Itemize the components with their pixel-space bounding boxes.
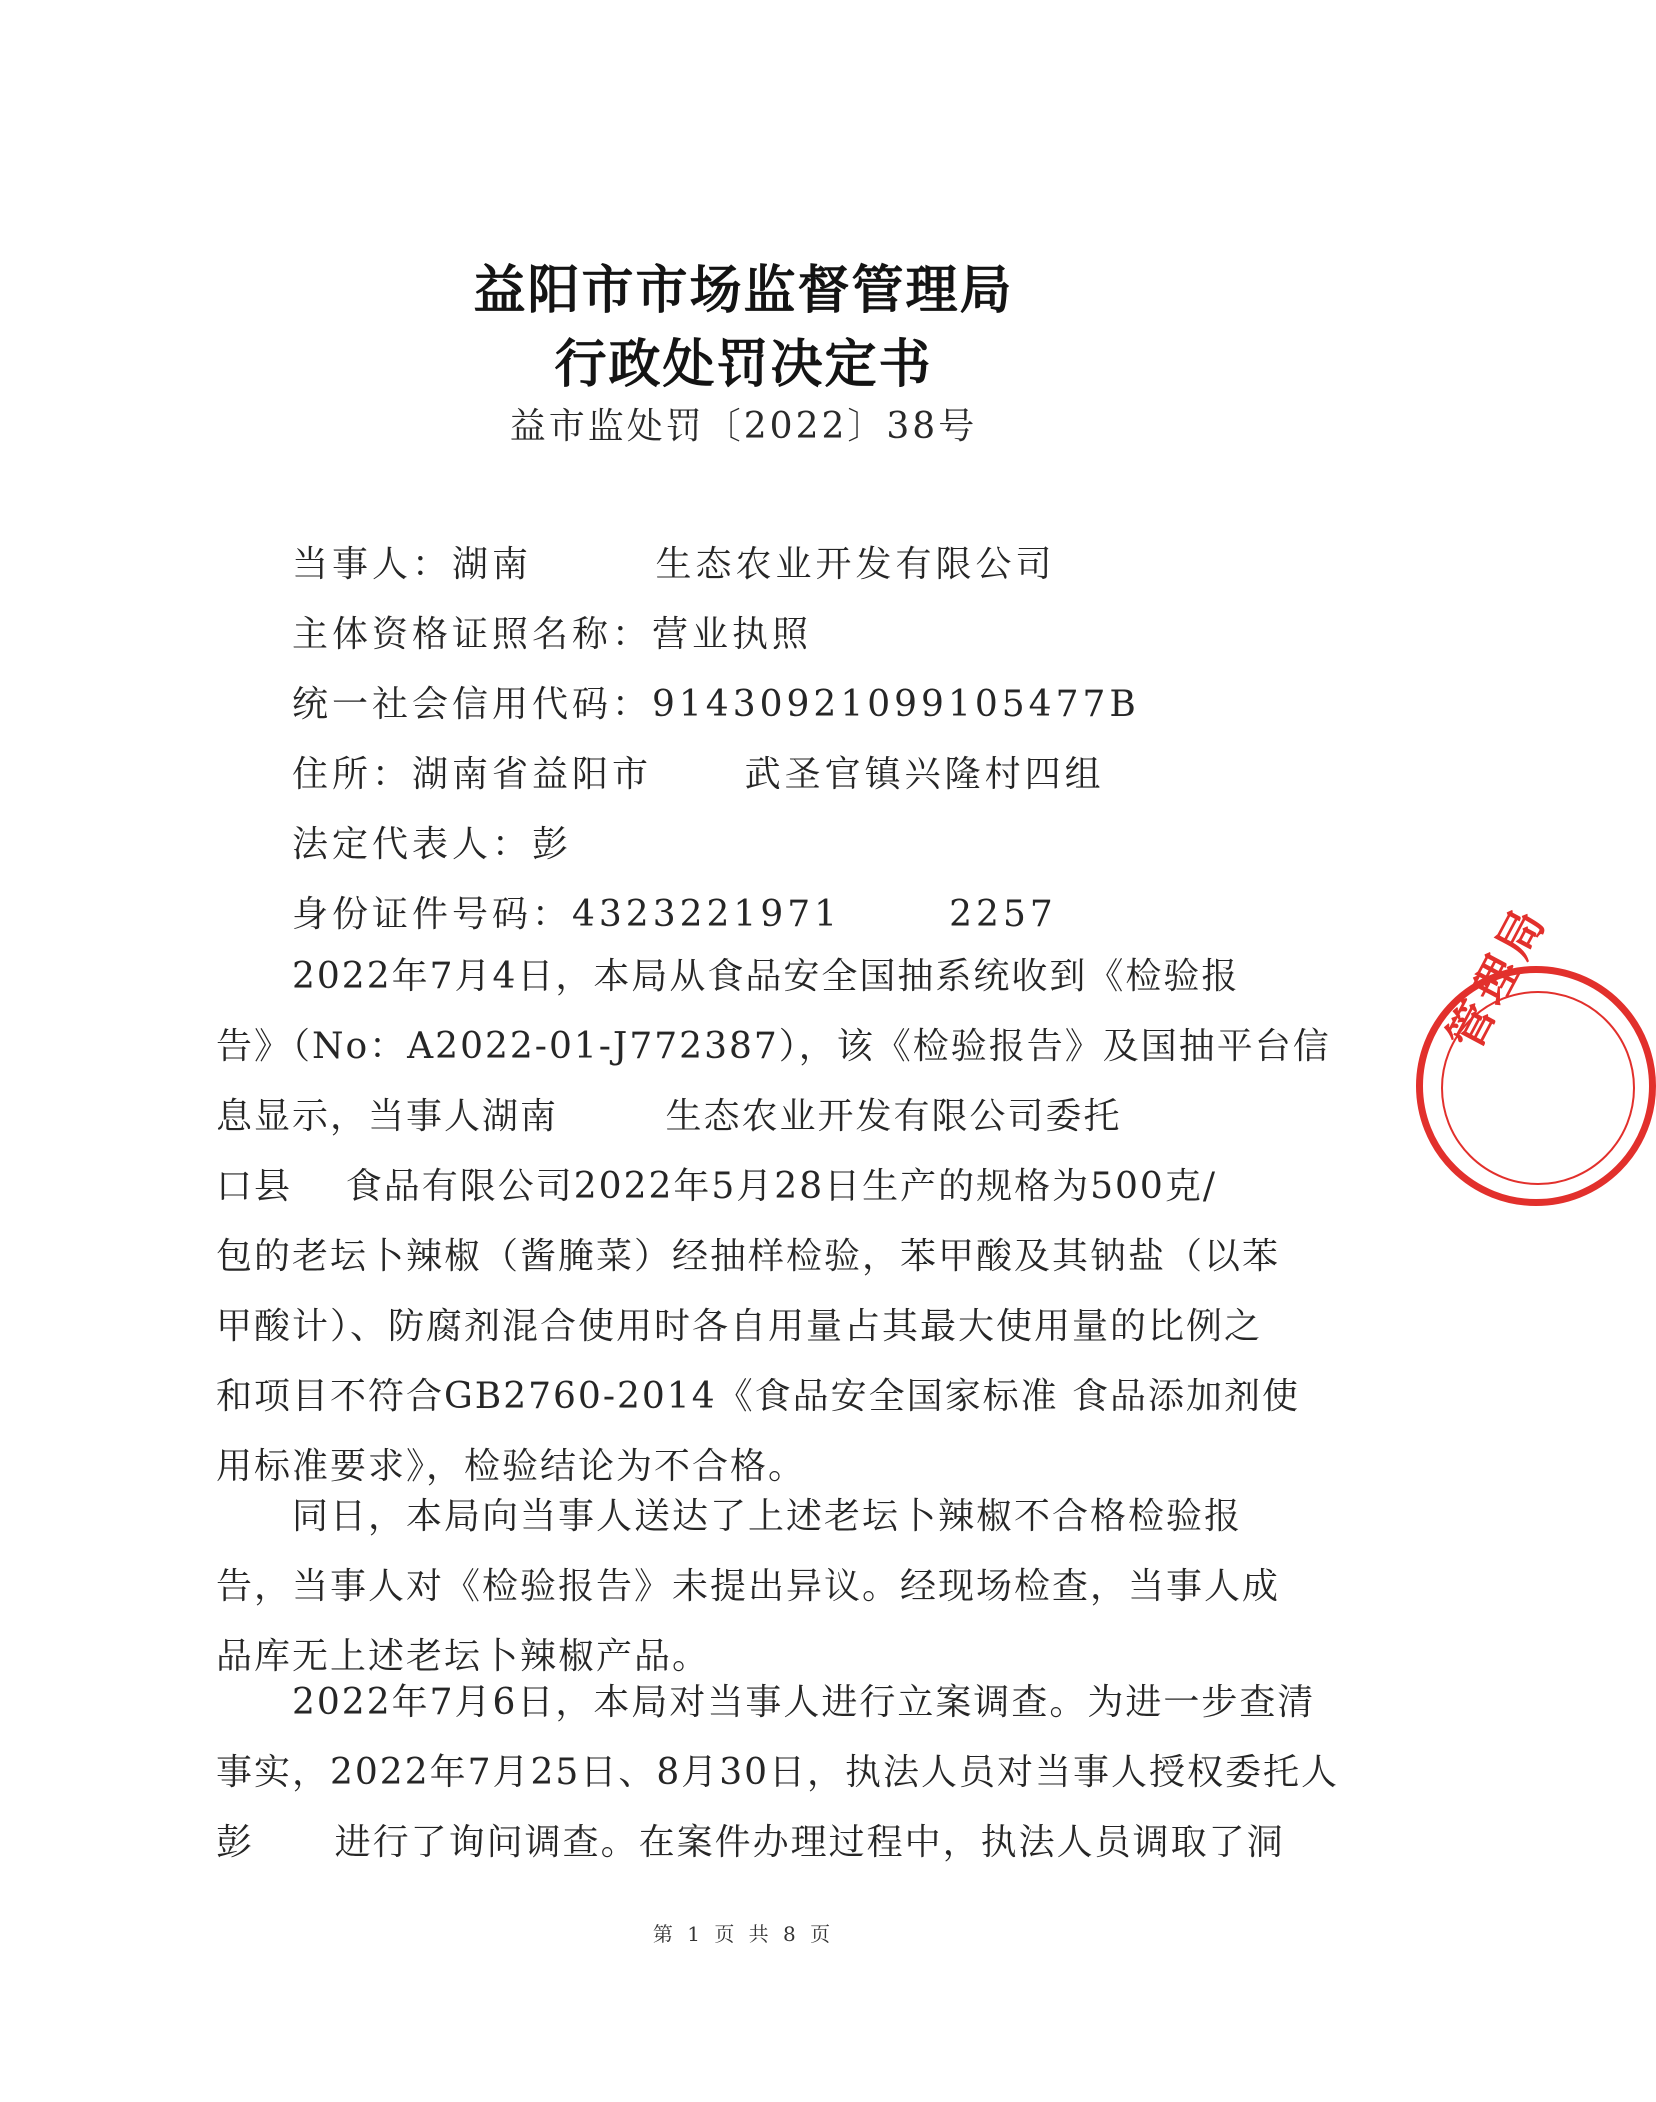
credit-code: 统一社会信用代码：91430921099105477B <box>292 684 1140 725</box>
text-line: 品库无上述老坛卜辣椒产品。 <box>216 1636 711 1677</box>
document-title-line2: 行政处罚决定书 <box>554 334 933 395</box>
official-seal-stamp <box>1416 895 1656 1206</box>
text-line: 包的老坛卜辣椒（酱腌菜）经抽样检验，苯甲酸及其钠盐（以苯 <box>216 1236 1281 1277</box>
text-line: 息显示，当事人湖南 生态农业开发有限公司委托 <box>216 1096 1122 1137</box>
id-number: 身份证件号码：4323221971 2257 <box>292 894 1057 935</box>
document-number: 益市监处罚〔2022〕38号 <box>509 406 978 447</box>
license-type: 主体资格证照名称：营业执照 <box>292 614 813 655</box>
party-name: 当事人：湖南 生态农业开发有限公司 <box>292 544 1056 585</box>
party-address: 住所：湖南省益阳市 武圣官镇兴隆村四组 <box>292 754 1105 795</box>
paragraph-inspection-report <box>216 942 1331 1502</box>
paragraph-notification <box>216 1482 1316 1692</box>
document-title-line1: 益阳市市场监督管理局 <box>473 260 1014 321</box>
seal-text: 管理局 <box>1436 895 1558 1059</box>
paragraph-investigation <box>216 1668 1340 1878</box>
page-number: 第 1 页 共 8 页 <box>652 1922 835 1946</box>
text-line: 同日，本局向当事人送达了上述老坛卜辣椒不合格检验报 <box>292 1496 1243 1537</box>
text-line: 2022年7月4日，本局从食品安全国抽系统收到《检验报 <box>292 956 1240 997</box>
legal-representative: 法定代表人：彭 <box>292 824 573 865</box>
text-line: 告，当事人对《检验报告》未提出异议。经现场检查，当事人成 <box>216 1566 1281 1607</box>
text-line: 告》（No：A2022-01-J772387），该《检验报告》及国抽平台信 <box>216 1026 1331 1067</box>
text-line: 事实，2022年7月25日、8月30日，执法人员对当事人授权委托人 <box>216 1752 1340 1793</box>
text-line: 用标准要求》，检验结论为不合格。 <box>216 1446 807 1487</box>
text-line: 和项目不符合GB2760-2014《食品安全国家标准 食品添加剂使 <box>216 1376 1301 1417</box>
text-line: 彭 进行了询问调查。在案件办理过程中，执法人员调取了洞 <box>216 1822 1285 1863</box>
text-line: 口县 食品有限公司2022年5月28日生产的规格为500克/ <box>216 1166 1217 1207</box>
text-line: 2022年7月6日，本局对当事人进行立案调查。为进一步查清 <box>292 1682 1316 1723</box>
text-line: 甲酸计）、防腐剂混合使用时各自用量占其最大使用量的比例之 <box>216 1306 1263 1347</box>
